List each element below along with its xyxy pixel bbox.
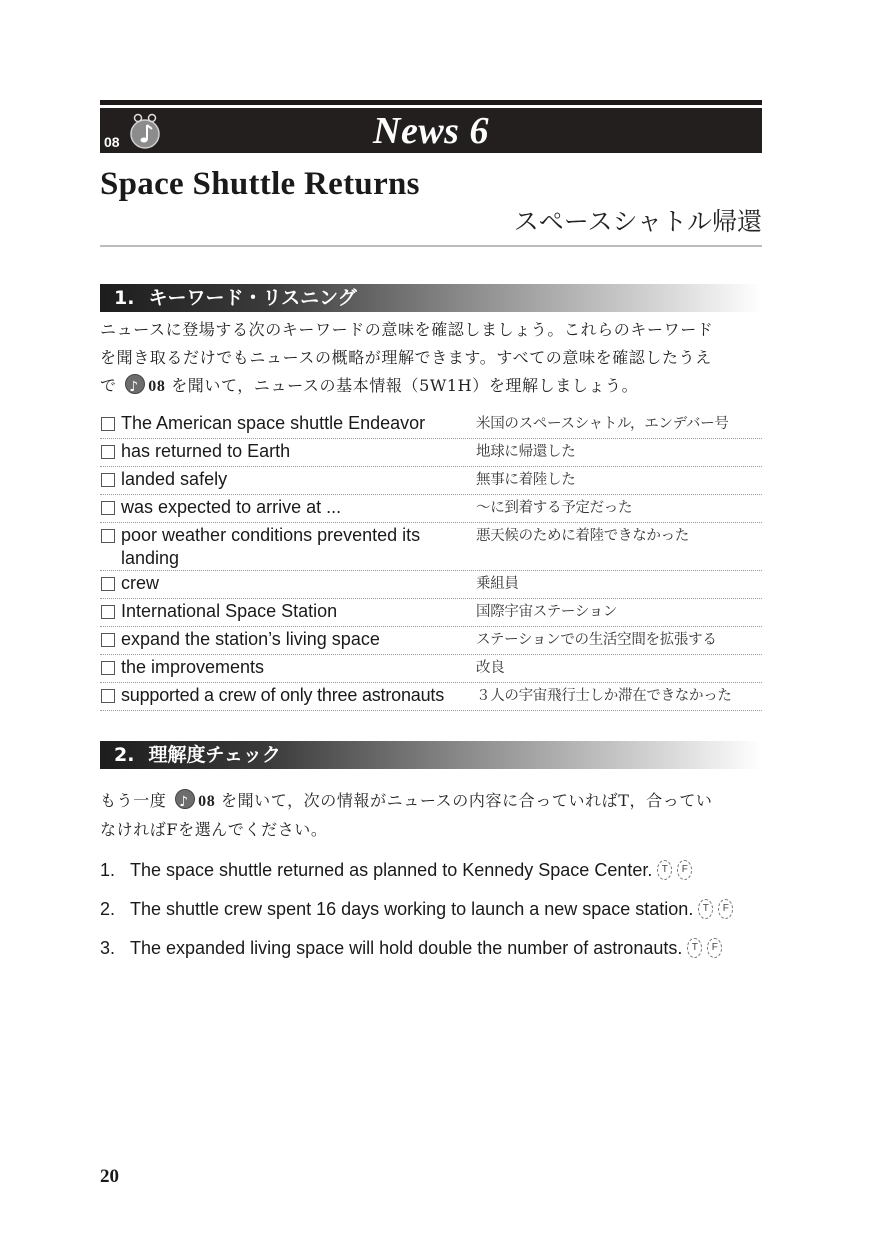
checkbox[interactable] [101, 529, 115, 543]
keyword-row [100, 439, 762, 467]
true-option[interactable]: T [687, 938, 702, 958]
instruction-line: ニュースに登場する次のキーワードの意味を確認しましょう。これらのキーワード [100, 320, 714, 339]
keyword-english: was expected to arrive at ... [121, 497, 342, 517]
section-number: 1. [114, 287, 135, 309]
checkbox[interactable] [101, 577, 115, 591]
keyword-list [100, 411, 762, 711]
question-row [100, 897, 762, 921]
track-number: 08 [148, 378, 166, 395]
headline-japanese: スペースシャトル帰還 [513, 207, 762, 236]
keyword-row [100, 523, 762, 571]
instruction-line: で ♪ 08 を聞いて，ニュースの基本情報（5W1H）を理解しましょう。 [100, 372, 762, 401]
headline: Space Shuttle Returns [100, 166, 420, 202]
question-text: The shuttle crew spent 16 days working to launch a new space station. [130, 899, 694, 919]
keyword-row [100, 655, 762, 683]
question-text: The space shuttle returned as planned to Kennedy Space Center. [130, 860, 653, 880]
keyword-english: landed safely [121, 469, 228, 489]
false-option[interactable]: F [677, 860, 692, 880]
instruction-line: なければFを選んでください。 [100, 820, 328, 839]
false-option[interactable]: F [718, 899, 733, 919]
cd-audio-icon [175, 789, 195, 809]
checkbox[interactable] [101, 689, 115, 703]
keyword-row [100, 495, 762, 523]
track-number: 08 [198, 793, 216, 810]
news-banner [100, 108, 762, 153]
true-option[interactable]: T [698, 899, 713, 919]
keyword-english: The American space shuttle Endeavor [121, 413, 426, 433]
keyword-japanese: 改良 [476, 660, 505, 676]
section-header-keyword-listening [100, 284, 762, 312]
question-row [100, 858, 762, 882]
keyword-english: has returned to Earth [121, 441, 291, 461]
keyword-japanese: 乗組員 [476, 576, 519, 592]
cd-audio-icon [125, 374, 145, 394]
question-row [100, 936, 762, 960]
section-header-comprehension-check [100, 741, 762, 769]
section1-instructions [100, 316, 762, 401]
keyword-row [100, 683, 762, 711]
keyword-japanese: 米国のスペースシャトル，エンデバー号 [476, 416, 729, 432]
top-rule [100, 100, 762, 105]
keyword-english: supported a crew of only three astronauts [121, 685, 444, 705]
keyword-japanese: ～に到着する予定だった [476, 500, 633, 516]
keyword-japanese: 地球に帰還した [476, 444, 576, 460]
question-number: 3. [100, 938, 116, 958]
question-text: The expanded living space will hold double the number of astronauts. [130, 938, 683, 958]
checkbox[interactable] [101, 633, 115, 647]
keyword-japanese: 無事に着陸した [476, 472, 576, 488]
section-number: 2. [114, 744, 135, 766]
keyword-english: the improvements [121, 657, 265, 677]
true-option[interactable]: T [657, 860, 672, 880]
instruction-line: を聞き取るだけでもニュースの概略が理解できます。すべての意味を確認したうえ [100, 348, 712, 367]
question-number: 2. [100, 899, 116, 919]
page-number: 20 [100, 1166, 119, 1187]
section2-instructions [100, 787, 762, 844]
keyword-english: poor weather conditions prevented its landing [121, 525, 421, 568]
banner-title: News 6 [373, 110, 489, 152]
checkbox[interactable] [101, 445, 115, 459]
false-option[interactable]: F [707, 938, 722, 958]
keyword-row [100, 571, 762, 599]
checkbox[interactable] [101, 661, 115, 675]
section-title: キーワード・リスニング [148, 287, 357, 309]
keyword-row [100, 467, 762, 495]
keyword-japanese: 悪天候のために着陸できなかった [476, 528, 689, 544]
checkbox[interactable] [101, 605, 115, 619]
section-title: 理解度チェック [148, 744, 281, 766]
keyword-japanese: 国際宇宙ステーション [476, 604, 618, 620]
keyword-english: International Space Station [121, 601, 338, 621]
keyword-japanese: ステーションでの生活空間を拡張する [476, 632, 717, 648]
page [100, 100, 762, 975]
checkbox[interactable] [101, 417, 115, 431]
keyword-english: expand the station’s living space [121, 629, 380, 649]
keyword-japanese: ３人の宇宙飛行士しか滞在できなかった [476, 688, 732, 704]
keyword-english: crew [121, 573, 160, 593]
question-number: 1. [100, 860, 116, 880]
keyword-row [100, 599, 762, 627]
keyword-row [100, 627, 762, 655]
track-number: 08 [104, 134, 120, 150]
checkbox[interactable] [101, 501, 115, 515]
keyword-row [100, 411, 762, 439]
checkbox[interactable] [101, 473, 115, 487]
true-false-questions [100, 858, 762, 960]
instruction-line: もう一度 ♪ 08 を聞いて，次の情報がニュースの内容に合っていればT，合ってい [100, 787, 762, 816]
